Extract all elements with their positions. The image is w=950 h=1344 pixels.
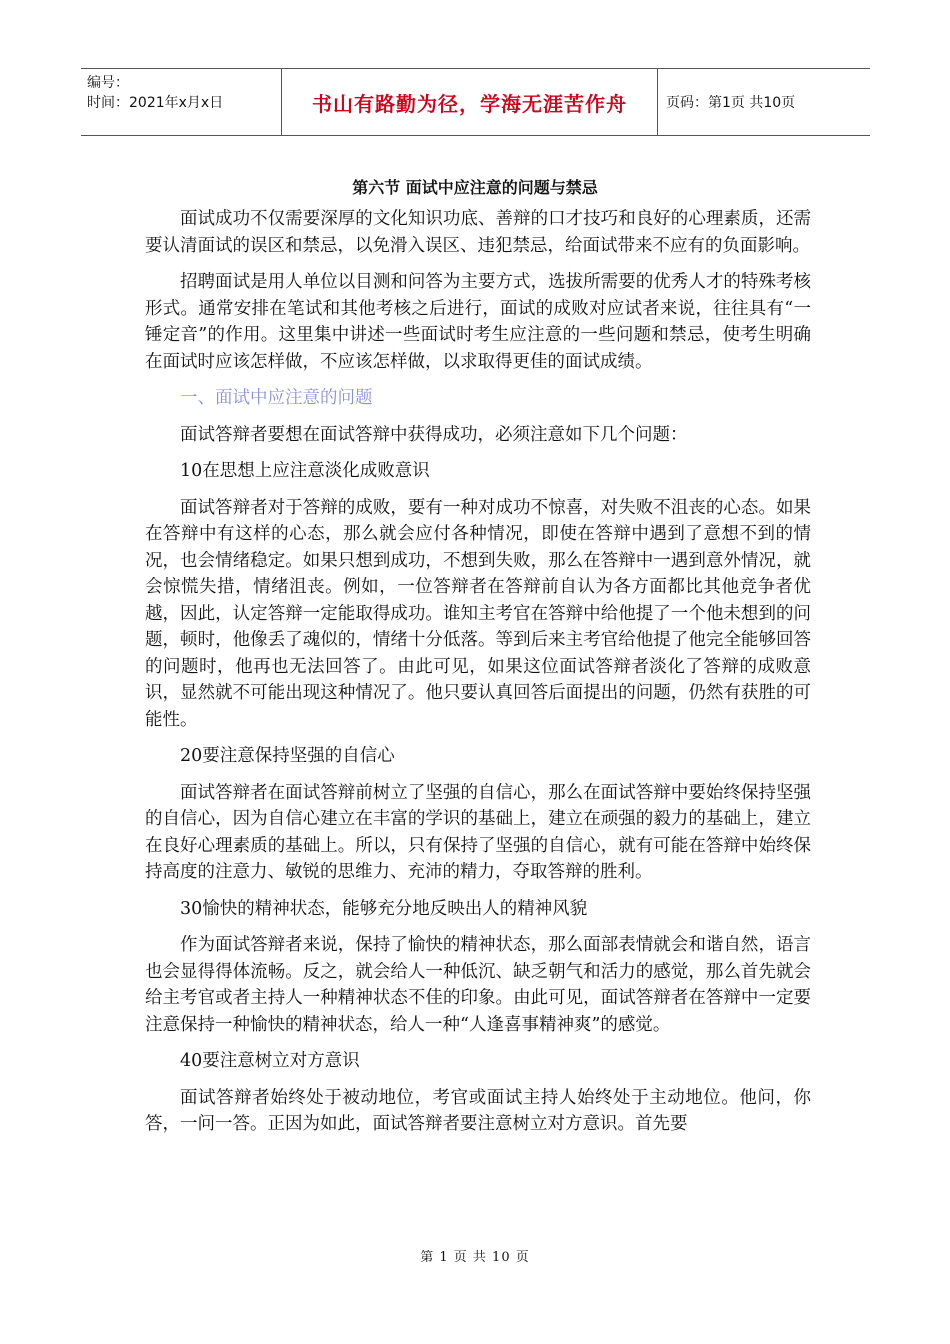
paragraph: 作为面试答辩者来说，保持了愉快的精神状态，那么面部表情就会和谐自然，语言也会显得得体流畅。反之，就会给人一种低沉、缺乏朝气和活力的感觉，那么首先就会给主考官或者主持人一种精神状态不佳的印象。由此可见，面试答辩者在答辩中一定要注意保持一种愉快的精神状态，给人一种“人逢喜事精神爽”的感觉。 <box>145 935 811 1035</box>
header-meta <box>81 69 282 135</box>
section-title: 第六节 面试中应注意的问题与禁忌 <box>352 178 598 197</box>
point-heading: 40要注意树立对方意识 <box>180 1051 360 1071</box>
paragraph: 面试答辩者对于答辩的成败，要有一种对成功不惊喜，对失败不沮丧的心态。如果在答辩中有这样的心态，那么就会应付各种情况，即使在答辩中遇到了意想不到的情况，也会情绪稳定。如果只想到成功，不想到失败，那么在答辩中一遇到意外情况，就会惊慌失措，情绪沮丧。例如，一位答辩者在答辩前自认为各方面都比其他竞争者优越，因此，认定答辩一定能取得成功。谁知主考官在答辩中给他提了一个他未想到的问题，顿时，他像丢了魂似的，情绪十分低落。等到后来主考官给他提了他完全能够回答的问题时，他再也无法回答了。由此可见，如果这位面试答辩者淡化了答辩的成败意识，显然就不可能出现这种情况了。他只要认真回答后面提出的问题，仍然有获胜的可能性。 <box>145 497 811 730</box>
paragraph: 面试答辩者在面试答辩前树立了坚强的自信心，那么在面试答辩中要始终保持坚强的自信心，因为自信心建立在丰富的学识的基础上，建立在顽强的毅力的基础上，建立在良好心理素质的基础上。所以，只有保持了坚强的自信心，就有可能在答辩中始终保持高度的注意力、敏锐的思维力、充沛的精力，夺取答辩的胜利。 <box>145 782 811 882</box>
header-page-info: 页码：第1页 共10页 <box>666 95 796 111</box>
document-number-label: 编号： <box>87 75 129 91</box>
point-heading: 10在思想上应注意淡化成败意识 <box>180 461 430 481</box>
page-footer: 第 1 页 共 10 页 <box>420 1250 530 1265</box>
header-motto: 书山有路勤为径，学海无涯苦作舟 <box>282 69 658 135</box>
paragraph: 招聘面试是用人单位以目测和问答为主要方式，选拔所需要的优秀人才的特殊考核形式。通常安排在笔试和其他考核之后进行，面试的成败对应试者来说，往往具有“一锤定音”的作用。这里集中讲述一些面试时考生应注意的一些问题和禁忌，使考生明确在面试时应该怎样做，不应该怎样做，以求取得更佳的面试成绩。 <box>145 272 811 372</box>
paragraph: 面试答辩者始终处于被动地位，考官或面试主持人始终处于主动地位。他问，你答，一问一答。正因为如此，面试答辩者要注意树立对方意识。首先要 <box>145 1087 811 1134</box>
paragraph: 面试答辩者要想在面试答辩中获得成功，必须注意如下几个问题： <box>180 424 688 445</box>
point-heading: 30愉快的精神状态，能够充分地反映出人的精神风貌 <box>180 898 588 919</box>
document-date: 时间：2021年x月x日 <box>87 95 224 111</box>
point-heading: 20要注意保持坚强的自信心 <box>180 746 395 766</box>
document-body <box>145 206 811 1148</box>
page-header <box>81 68 870 136</box>
paragraph: 面试成功不仅需要深厚的文化知识功底、善辩的口才技巧和良好的心理素质，还需要认清面试的误区和禁忌，以免滑入误区、违犯禁忌，给面试带来不应有的负面影响。 <box>145 209 811 256</box>
subsection-heading: 一、面试中应注意的问题 <box>180 388 373 408</box>
